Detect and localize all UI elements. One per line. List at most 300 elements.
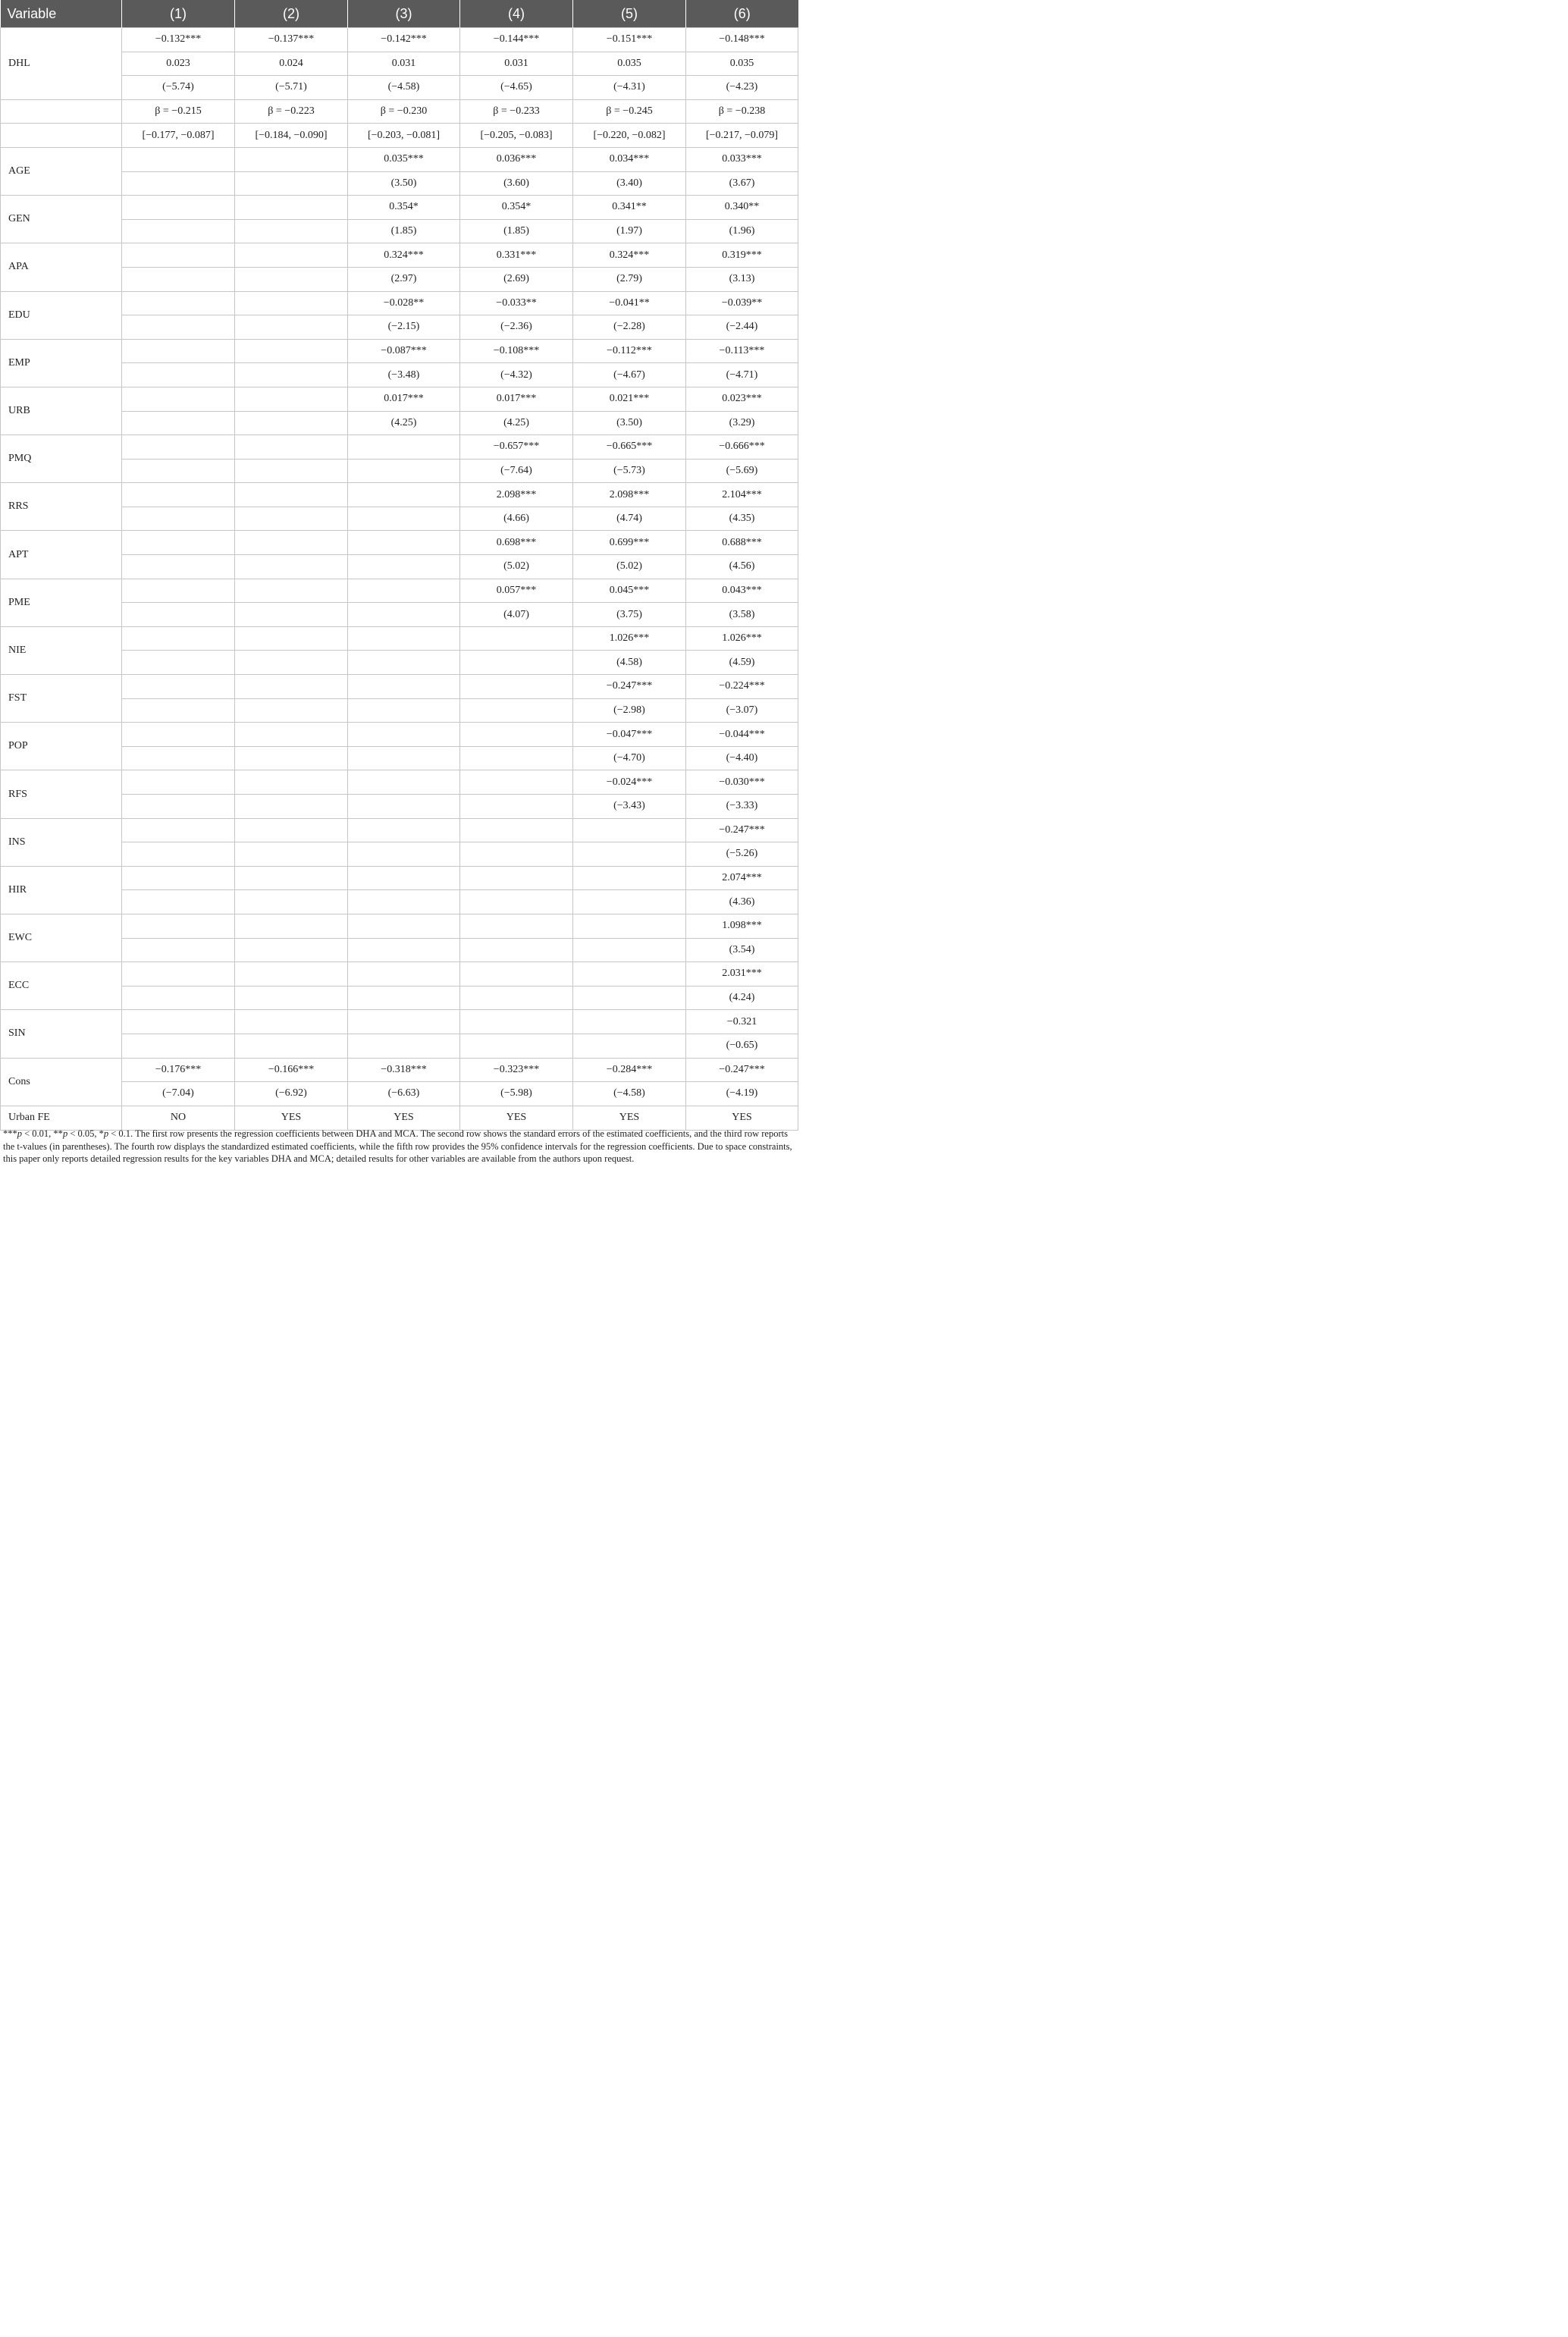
header-model-1: (1) bbox=[122, 0, 235, 28]
table-cell: −0.318*** bbox=[348, 1058, 460, 1082]
table-cell bbox=[573, 842, 686, 867]
table-cell bbox=[122, 507, 235, 531]
table-cell bbox=[348, 723, 460, 747]
table-cell: −0.142*** bbox=[348, 28, 460, 52]
table-cell: 2.104*** bbox=[686, 483, 798, 507]
table-cell: 2.031*** bbox=[686, 962, 798, 987]
table-cell bbox=[122, 746, 235, 770]
table-cell bbox=[460, 986, 573, 1010]
table-cell bbox=[348, 483, 460, 507]
table-cell: (4.74) bbox=[573, 507, 686, 531]
table-cell bbox=[122, 698, 235, 723]
table-cell bbox=[235, 818, 348, 842]
table-header-row bbox=[1, 0, 798, 28]
table-row bbox=[1, 147, 798, 171]
table-cell: [−0.184, −0.090] bbox=[235, 124, 348, 148]
table-cell: (4.07) bbox=[460, 603, 573, 627]
table-cell bbox=[122, 291, 235, 315]
table-cell bbox=[348, 1034, 460, 1058]
table-cell bbox=[348, 555, 460, 579]
table-cell bbox=[460, 770, 573, 795]
table-cell bbox=[122, 555, 235, 579]
footnote-p-symbol: p bbox=[62, 1128, 68, 1139]
variable-label: EDU bbox=[1, 291, 122, 339]
regression-table bbox=[0, 0, 798, 1131]
table-cell bbox=[122, 196, 235, 220]
table-cell bbox=[460, 938, 573, 962]
table-cell: (4.56) bbox=[686, 555, 798, 579]
table-cell bbox=[235, 1034, 348, 1058]
table-cell: (−3.43) bbox=[573, 795, 686, 819]
table-cell bbox=[460, 1010, 573, 1034]
table-cell: 0.031 bbox=[460, 52, 573, 76]
variable-label: FST bbox=[1, 675, 122, 723]
table-cell: −0.033** bbox=[460, 291, 573, 315]
table-cell bbox=[122, 171, 235, 196]
table-cell bbox=[122, 435, 235, 460]
table-cell: 0.698*** bbox=[460, 531, 573, 555]
table-cell: 0.045*** bbox=[573, 579, 686, 603]
footnote-p-symbol: p bbox=[17, 1128, 22, 1139]
table-cell: 0.341** bbox=[573, 196, 686, 220]
variable-label bbox=[1, 99, 122, 124]
table-cell bbox=[460, 818, 573, 842]
table-cell: 0.354* bbox=[460, 196, 573, 220]
table-cell: 1.026*** bbox=[573, 626, 686, 651]
table-cell bbox=[348, 579, 460, 603]
table-cell bbox=[122, 219, 235, 243]
table-cell bbox=[460, 914, 573, 938]
table-cell: (−2.44) bbox=[686, 315, 798, 340]
table-cell bbox=[235, 196, 348, 220]
table-row bbox=[1, 483, 798, 507]
table-cell bbox=[460, 890, 573, 914]
table-cell: (4.25) bbox=[460, 411, 573, 435]
variable-label: APA bbox=[1, 243, 122, 291]
table-cell: −0.321 bbox=[686, 1010, 798, 1034]
table-cell: (−4.65) bbox=[460, 76, 573, 100]
header-model-4: (4) bbox=[460, 0, 573, 28]
header-model-5: (5) bbox=[573, 0, 686, 28]
table-cell: −0.247*** bbox=[686, 1058, 798, 1082]
table-cell bbox=[122, 938, 235, 962]
table-cell bbox=[348, 746, 460, 770]
table-cell: (−2.98) bbox=[573, 698, 686, 723]
table-body bbox=[1, 28, 798, 1131]
table-cell: (−4.31) bbox=[573, 76, 686, 100]
table-cell: −0.044*** bbox=[686, 723, 798, 747]
table-cell: 0.057*** bbox=[460, 579, 573, 603]
table-cell bbox=[235, 507, 348, 531]
table-cell bbox=[122, 243, 235, 268]
table-cell: β = −0.223 bbox=[235, 99, 348, 124]
table-cell: (3.50) bbox=[573, 411, 686, 435]
table-cell bbox=[460, 842, 573, 867]
table-cell bbox=[348, 1010, 460, 1034]
table-cell: (2.97) bbox=[348, 267, 460, 291]
table-cell bbox=[573, 890, 686, 914]
table-cell: 0.319*** bbox=[686, 243, 798, 268]
table-cell: (−3.07) bbox=[686, 698, 798, 723]
table-cell bbox=[122, 411, 235, 435]
table-cell: (3.13) bbox=[686, 267, 798, 291]
table-cell: (3.40) bbox=[573, 171, 686, 196]
table-cell: (3.29) bbox=[686, 411, 798, 435]
table-cell bbox=[235, 842, 348, 867]
table-cell: (−4.23) bbox=[686, 76, 798, 100]
table-cell: −0.113*** bbox=[686, 339, 798, 363]
variable-label: EMP bbox=[1, 339, 122, 387]
table-row bbox=[1, 723, 798, 747]
table-cell bbox=[460, 795, 573, 819]
table-cell: (−2.28) bbox=[573, 315, 686, 340]
table-cell bbox=[122, 866, 235, 890]
table-cell bbox=[348, 890, 460, 914]
table-cell: (−6.92) bbox=[235, 1082, 348, 1106]
table-cell bbox=[122, 675, 235, 699]
variable-label: Urban FE bbox=[1, 1106, 122, 1130]
variable-label: RFS bbox=[1, 770, 122, 818]
table-cell: YES bbox=[460, 1106, 573, 1130]
table-cell: (−6.63) bbox=[348, 1082, 460, 1106]
table-cell: −0.024*** bbox=[573, 770, 686, 795]
table-cell bbox=[348, 675, 460, 699]
table-cell: −0.039** bbox=[686, 291, 798, 315]
table-cell: 0.043*** bbox=[686, 579, 798, 603]
table-cell bbox=[460, 651, 573, 675]
table-cell bbox=[348, 938, 460, 962]
table-cell bbox=[460, 675, 573, 699]
table-row bbox=[1, 243, 798, 268]
table-cell: (3.54) bbox=[686, 938, 798, 962]
variable-label: RRS bbox=[1, 483, 122, 531]
table-cell bbox=[122, 603, 235, 627]
table-cell bbox=[235, 1010, 348, 1034]
table-cell: 2.074*** bbox=[686, 866, 798, 890]
table-cell bbox=[235, 746, 348, 770]
table-cell: β = −0.233 bbox=[460, 99, 573, 124]
table-cell: 2.098*** bbox=[573, 483, 686, 507]
table-cell: −0.087*** bbox=[348, 339, 460, 363]
table-cell: (−4.58) bbox=[573, 1082, 686, 1106]
table-row bbox=[1, 435, 798, 460]
table-cell bbox=[235, 387, 348, 411]
footnote-p-symbol: p bbox=[103, 1128, 109, 1139]
table-cell bbox=[573, 914, 686, 938]
table-row bbox=[1, 291, 798, 315]
table-cell bbox=[235, 938, 348, 962]
table-cell: (−3.48) bbox=[348, 363, 460, 387]
table-cell bbox=[348, 698, 460, 723]
table-cell bbox=[122, 818, 235, 842]
table-cell: 0.035 bbox=[573, 52, 686, 76]
table-cell bbox=[235, 723, 348, 747]
table-cell: (4.24) bbox=[686, 986, 798, 1010]
table-cell: 0.036*** bbox=[460, 147, 573, 171]
table-cell bbox=[348, 795, 460, 819]
table-cell: (4.58) bbox=[573, 651, 686, 675]
table-cell: YES bbox=[573, 1106, 686, 1130]
table-row bbox=[1, 1058, 798, 1082]
table-cell: (−4.19) bbox=[686, 1082, 798, 1106]
table-row bbox=[1, 339, 798, 363]
variable-label: PME bbox=[1, 579, 122, 626]
table-cell bbox=[235, 435, 348, 460]
table-cell: [−0.217, −0.079] bbox=[686, 124, 798, 148]
header-model-6: (6) bbox=[686, 0, 798, 28]
footnote-threshold-2: < 0.05, * bbox=[67, 1128, 104, 1139]
table-row bbox=[1, 531, 798, 555]
table-cell: [−0.203, −0.081] bbox=[348, 124, 460, 148]
footnote-stars-1: *** bbox=[3, 1128, 17, 1139]
variable-label: SIN bbox=[1, 1010, 122, 1058]
table-cell bbox=[573, 938, 686, 962]
table-cell: 0.017*** bbox=[460, 387, 573, 411]
table-cell bbox=[460, 1034, 573, 1058]
table-row bbox=[1, 1010, 798, 1034]
table-cell: −0.108*** bbox=[460, 339, 573, 363]
table-row bbox=[1, 124, 798, 148]
table-cell: 0.017*** bbox=[348, 387, 460, 411]
table-cell bbox=[122, 579, 235, 603]
table-cell: β = −0.245 bbox=[573, 99, 686, 124]
table-cell bbox=[235, 770, 348, 795]
table-cell: 1.098*** bbox=[686, 914, 798, 938]
table-cell bbox=[235, 459, 348, 483]
table-cell: −0.176*** bbox=[122, 1058, 235, 1082]
table-cell: 0.354* bbox=[348, 196, 460, 220]
table-cell bbox=[122, 363, 235, 387]
table-cell bbox=[348, 818, 460, 842]
table-row bbox=[1, 1106, 798, 1130]
table-cell: [−0.205, −0.083] bbox=[460, 124, 573, 148]
table-cell: −0.028** bbox=[348, 291, 460, 315]
variable-label: APT bbox=[1, 531, 122, 579]
table-cell bbox=[235, 243, 348, 268]
variable-label: HIR bbox=[1, 866, 122, 914]
table-cell bbox=[348, 962, 460, 987]
table-cell: (3.67) bbox=[686, 171, 798, 196]
table-cell: YES bbox=[348, 1106, 460, 1130]
table-cell bbox=[235, 219, 348, 243]
table-cell: 0.021*** bbox=[573, 387, 686, 411]
table-cell: 0.023 bbox=[122, 52, 235, 76]
table-cell: 2.098*** bbox=[460, 483, 573, 507]
table-cell bbox=[122, 842, 235, 867]
table-cell bbox=[122, 459, 235, 483]
table-cell bbox=[122, 626, 235, 651]
table-cell bbox=[122, 1034, 235, 1058]
table-cell: YES bbox=[235, 1106, 348, 1130]
table-cell: (−5.74) bbox=[122, 76, 235, 100]
header-variable: Variable bbox=[1, 0, 122, 28]
table-cell bbox=[460, 626, 573, 651]
table-cell: (4.25) bbox=[348, 411, 460, 435]
table-cell bbox=[348, 603, 460, 627]
table-cell: (−5.71) bbox=[235, 76, 348, 100]
table-cell: 0.023*** bbox=[686, 387, 798, 411]
table-cell: (−5.73) bbox=[573, 459, 686, 483]
table-cell: −0.665*** bbox=[573, 435, 686, 460]
table-cell: (−2.36) bbox=[460, 315, 573, 340]
table-cell: −0.132*** bbox=[122, 28, 235, 52]
table-cell: β = −0.230 bbox=[348, 99, 460, 124]
table-cell: 0.035*** bbox=[348, 147, 460, 171]
table-cell: −0.112*** bbox=[573, 339, 686, 363]
table-cell: 0.034*** bbox=[573, 147, 686, 171]
table-cell: −0.224*** bbox=[686, 675, 798, 699]
table-cell: −0.666*** bbox=[686, 435, 798, 460]
table-cell: 0.324*** bbox=[348, 243, 460, 268]
table-cell bbox=[122, 339, 235, 363]
table-cell: (5.02) bbox=[573, 555, 686, 579]
table-cell bbox=[348, 651, 460, 675]
table-cell bbox=[235, 579, 348, 603]
table-cell bbox=[235, 339, 348, 363]
table-cell: −0.247*** bbox=[573, 675, 686, 699]
table-cell bbox=[235, 626, 348, 651]
variable-label: GEN bbox=[1, 196, 122, 243]
table-cell bbox=[122, 986, 235, 1010]
table-cell: −0.284*** bbox=[573, 1058, 686, 1082]
table-cell: (1.85) bbox=[348, 219, 460, 243]
table-cell: (−4.67) bbox=[573, 363, 686, 387]
table-row bbox=[1, 675, 798, 699]
table-cell bbox=[235, 147, 348, 171]
table-row bbox=[1, 579, 798, 603]
table-cell: (2.79) bbox=[573, 267, 686, 291]
table-cell bbox=[235, 651, 348, 675]
table-cell: (4.35) bbox=[686, 507, 798, 531]
table-cell bbox=[235, 795, 348, 819]
table-cell: (−4.32) bbox=[460, 363, 573, 387]
table-cell bbox=[122, 1010, 235, 1034]
table-cell bbox=[235, 531, 348, 555]
variable-label: POP bbox=[1, 723, 122, 770]
table-cell bbox=[348, 986, 460, 1010]
table-cell bbox=[235, 914, 348, 938]
table-cell: 0.340** bbox=[686, 196, 798, 220]
table-cell bbox=[235, 411, 348, 435]
table-cell: 0.324*** bbox=[573, 243, 686, 268]
table-cell: −0.247*** bbox=[686, 818, 798, 842]
table-footnote bbox=[3, 1128, 793, 1165]
table-row bbox=[1, 962, 798, 987]
table-row bbox=[1, 914, 798, 938]
table-cell: (1.85) bbox=[460, 219, 573, 243]
table-cell: (1.96) bbox=[686, 219, 798, 243]
table-cell: (−7.64) bbox=[460, 459, 573, 483]
table-cell: (−5.98) bbox=[460, 1082, 573, 1106]
variable-label: PMQ bbox=[1, 435, 122, 483]
variable-label: ECC bbox=[1, 962, 122, 1010]
table-cell: −0.166*** bbox=[235, 1058, 348, 1082]
table-cell bbox=[235, 890, 348, 914]
table-cell: (−5.26) bbox=[686, 842, 798, 867]
footnote-text: < 0.1. The first row presents the regression coefficients between DHA and MCA. The second row shows the standard errors of the estimated coefficients, and the third row reports the t-values (in parentheses). The fourth row displays the standardized estimated coefficients, while the fifth row provides the 95% confidence intervals for the regression coefficients. Due to space constraints, this paper only reports detailed regression results for the key variables DHA and MCA; detailed results for other variables are available from the authors upon request. bbox=[3, 1128, 792, 1164]
table-cell bbox=[122, 795, 235, 819]
table-cell bbox=[573, 818, 686, 842]
table-cell: (3.50) bbox=[348, 171, 460, 196]
table-cell: [−0.177, −0.087] bbox=[122, 124, 235, 148]
table-cell bbox=[460, 698, 573, 723]
table-cell bbox=[235, 171, 348, 196]
table-row bbox=[1, 626, 798, 651]
table-cell bbox=[235, 555, 348, 579]
table-cell: (5.02) bbox=[460, 555, 573, 579]
table-cell: (−4.70) bbox=[573, 746, 686, 770]
variable-label: INS bbox=[1, 818, 122, 866]
table-cell bbox=[235, 698, 348, 723]
table-cell: (3.75) bbox=[573, 603, 686, 627]
table-cell bbox=[460, 962, 573, 987]
table-cell bbox=[460, 723, 573, 747]
table-cell bbox=[348, 459, 460, 483]
table-cell bbox=[348, 914, 460, 938]
variable-label: URB bbox=[1, 387, 122, 434]
table-cell: −0.047*** bbox=[573, 723, 686, 747]
table-cell bbox=[122, 770, 235, 795]
table-cell: (2.69) bbox=[460, 267, 573, 291]
table-cell: NO bbox=[122, 1106, 235, 1130]
table-cell: −0.151*** bbox=[573, 28, 686, 52]
table-cell bbox=[573, 962, 686, 987]
table-cell: −0.657*** bbox=[460, 435, 573, 460]
table-cell bbox=[122, 723, 235, 747]
table-row bbox=[1, 818, 798, 842]
table-cell: (4.66) bbox=[460, 507, 573, 531]
table-cell: 0.035 bbox=[686, 52, 798, 76]
table-cell: (−4.58) bbox=[348, 76, 460, 100]
table-cell bbox=[348, 531, 460, 555]
table-cell: −0.144*** bbox=[460, 28, 573, 52]
table-cell bbox=[122, 651, 235, 675]
table-cell: 0.024 bbox=[235, 52, 348, 76]
table-cell: β = −0.215 bbox=[122, 99, 235, 124]
table-cell bbox=[122, 531, 235, 555]
table-cell bbox=[348, 435, 460, 460]
table-cell: (1.97) bbox=[573, 219, 686, 243]
table-cell: 0.033*** bbox=[686, 147, 798, 171]
table-cell bbox=[460, 746, 573, 770]
table-cell bbox=[235, 675, 348, 699]
table-cell: −0.041** bbox=[573, 291, 686, 315]
table-cell bbox=[348, 842, 460, 867]
table-row bbox=[1, 866, 798, 890]
table-cell: YES bbox=[686, 1106, 798, 1130]
table-cell: [−0.220, −0.082] bbox=[573, 124, 686, 148]
table-cell: (−7.04) bbox=[122, 1082, 235, 1106]
table-cell: (−4.71) bbox=[686, 363, 798, 387]
variable-label: NIE bbox=[1, 626, 122, 674]
variable-label: DHL bbox=[1, 28, 122, 100]
table-cell bbox=[460, 866, 573, 890]
table-cell bbox=[348, 507, 460, 531]
table-row bbox=[1, 28, 798, 52]
table-cell bbox=[122, 890, 235, 914]
variable-label: AGE bbox=[1, 147, 122, 195]
table-cell bbox=[573, 1034, 686, 1058]
table-cell bbox=[122, 483, 235, 507]
header-model-3: (3) bbox=[348, 0, 460, 28]
table-cell bbox=[235, 866, 348, 890]
table-cell bbox=[573, 986, 686, 1010]
table-cell: (−5.69) bbox=[686, 459, 798, 483]
table-cell: (3.60) bbox=[460, 171, 573, 196]
header-model-2: (2) bbox=[235, 0, 348, 28]
table-row bbox=[1, 196, 798, 220]
table-cell: β = −0.238 bbox=[686, 99, 798, 124]
